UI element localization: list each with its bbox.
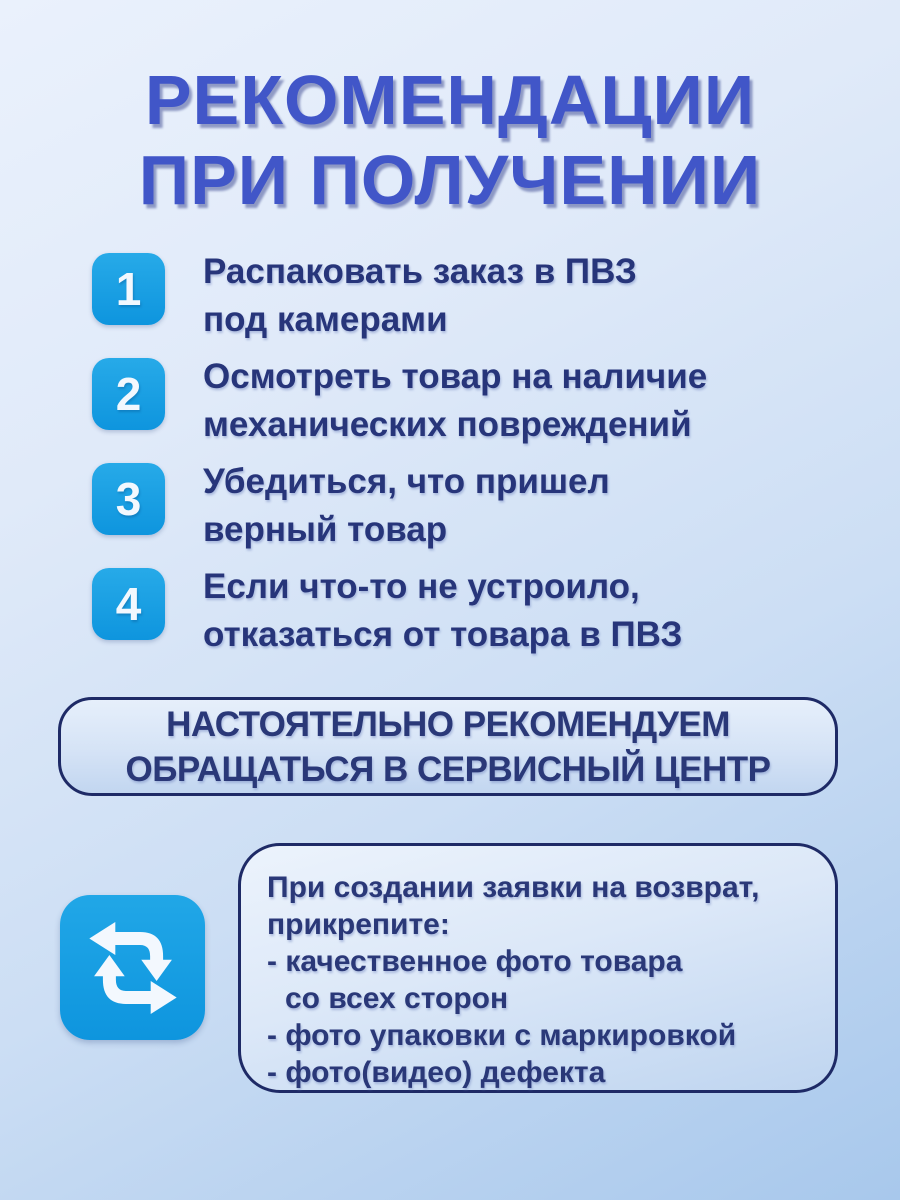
- step-text-line1: Если что-то не устроило,: [203, 567, 640, 606]
- step-text-line1: Распаковать заказ в ПВЗ: [203, 252, 637, 291]
- notice-line1: НАСТОЯТЕЛЬНО РЕКОМЕНДУЕМ: [166, 704, 730, 744]
- step-text-line1: Убедиться, что пришел: [203, 462, 610, 501]
- step-item-4: [92, 561, 682, 659]
- step-text: [203, 246, 637, 344]
- return-line5: - фото упаковки с маркировкой: [267, 1019, 737, 1052]
- step-text: [203, 561, 682, 659]
- step-number-badge: 4: [92, 568, 165, 640]
- return-line6: - фото(видео) дефекта: [267, 1056, 606, 1089]
- step-item-1: [92, 246, 637, 344]
- return-line1: При создании заявки на возврат,: [267, 871, 760, 904]
- step-text-line2: отказаться от товара в ПВЗ: [203, 615, 683, 654]
- exchange-arrows-icon: [60, 895, 205, 1040]
- page-title: [0, 60, 900, 220]
- notice-line2: ОБРАЩАТЬСЯ В СЕРВИСНЫЙ ЦЕНТР: [125, 749, 771, 789]
- step-number-badge: 1: [92, 253, 165, 325]
- step-number-badge: 2: [92, 358, 165, 430]
- page-title-line2: ПРИ ПОЛУЧЕНИИ: [138, 141, 762, 219]
- step-text-line2: верный товар: [203, 510, 448, 549]
- return-line3: - качественное фото товара: [267, 945, 683, 978]
- return-request-box: [238, 843, 838, 1093]
- step-item-3: [92, 456, 610, 554]
- step-item-2: [92, 351, 707, 449]
- return-line4: со всех сторон: [285, 982, 509, 1015]
- step-number-badge: 3: [92, 463, 165, 535]
- service-center-notice: [58, 697, 838, 796]
- step-text-line1: Осмотреть товар на наличие: [203, 357, 708, 396]
- page-title-line1: РЕКОМЕНДАЦИИ: [144, 61, 756, 139]
- step-text-line2: под камерами: [203, 300, 448, 339]
- return-line2: прикрепите:: [267, 908, 450, 941]
- step-text: [203, 351, 707, 449]
- step-text: [203, 456, 610, 554]
- step-text-line2: механических повреждений: [203, 405, 692, 444]
